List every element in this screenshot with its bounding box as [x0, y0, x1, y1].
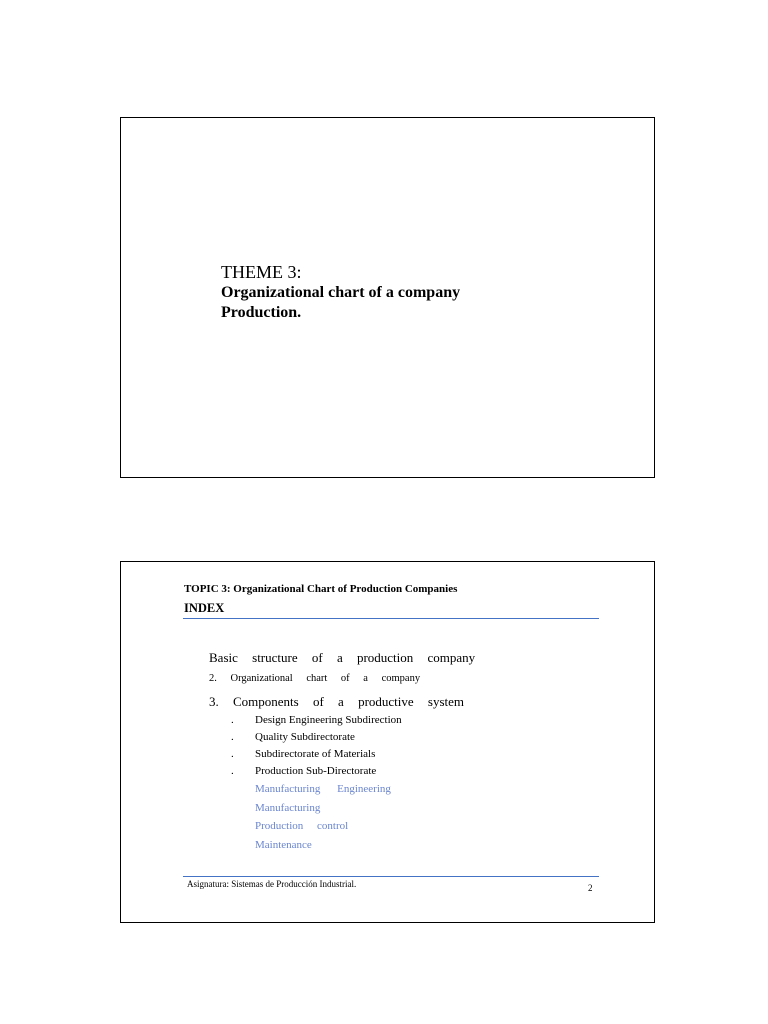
page-number: 2: [588, 883, 593, 893]
slide-1: [120, 117, 655, 478]
index-item-2: 2. Organizational chart of a company: [209, 673, 421, 684]
index-heading: INDEX: [184, 601, 225, 615]
bullet: .: [231, 765, 234, 777]
header-divider: [183, 618, 599, 619]
theme-title: THEME 3:: [221, 262, 302, 282]
subitem-3: [231, 748, 375, 760]
slide-2: [120, 561, 655, 923]
footer-divider: [183, 876, 599, 877]
bullet: .: [231, 748, 234, 760]
theme-subtitle-line-2: Production.: [221, 304, 302, 321]
production-item-3[interactable]: Production control: [255, 820, 349, 832]
topic-header: TOPIC 3: Organizational Chart of Production Companies: [184, 583, 458, 595]
bullet: .: [231, 731, 234, 743]
bullet: .: [231, 714, 234, 726]
subitem-label: Quality Subdirectorate: [255, 731, 355, 743]
subitem-2: [231, 731, 355, 743]
index-item-1: Basic structure of a production company: [209, 650, 476, 665]
theme-block: [221, 261, 460, 323]
subitem-label: Production Sub-Directorate: [255, 765, 377, 777]
theme-subtitle-line-1: Organizational chart of a company: [221, 284, 461, 301]
subitem-label: Subdirectorate of Materials: [255, 748, 376, 760]
index-item-3: 3. Components of a productive system: [209, 694, 465, 709]
subitem-4: [231, 765, 376, 777]
subitem-label: Design Engineering Subdirection: [255, 714, 402, 726]
footer-text: Asignatura: Sistemas de Producción Industrial.: [187, 879, 357, 889]
production-item-2[interactable]: Manufacturing: [255, 802, 321, 814]
subitem-1: [231, 714, 402, 726]
production-item-4[interactable]: Maintenance: [255, 839, 312, 851]
production-item-1[interactable]: Manufacturing Engineering: [255, 783, 391, 795]
